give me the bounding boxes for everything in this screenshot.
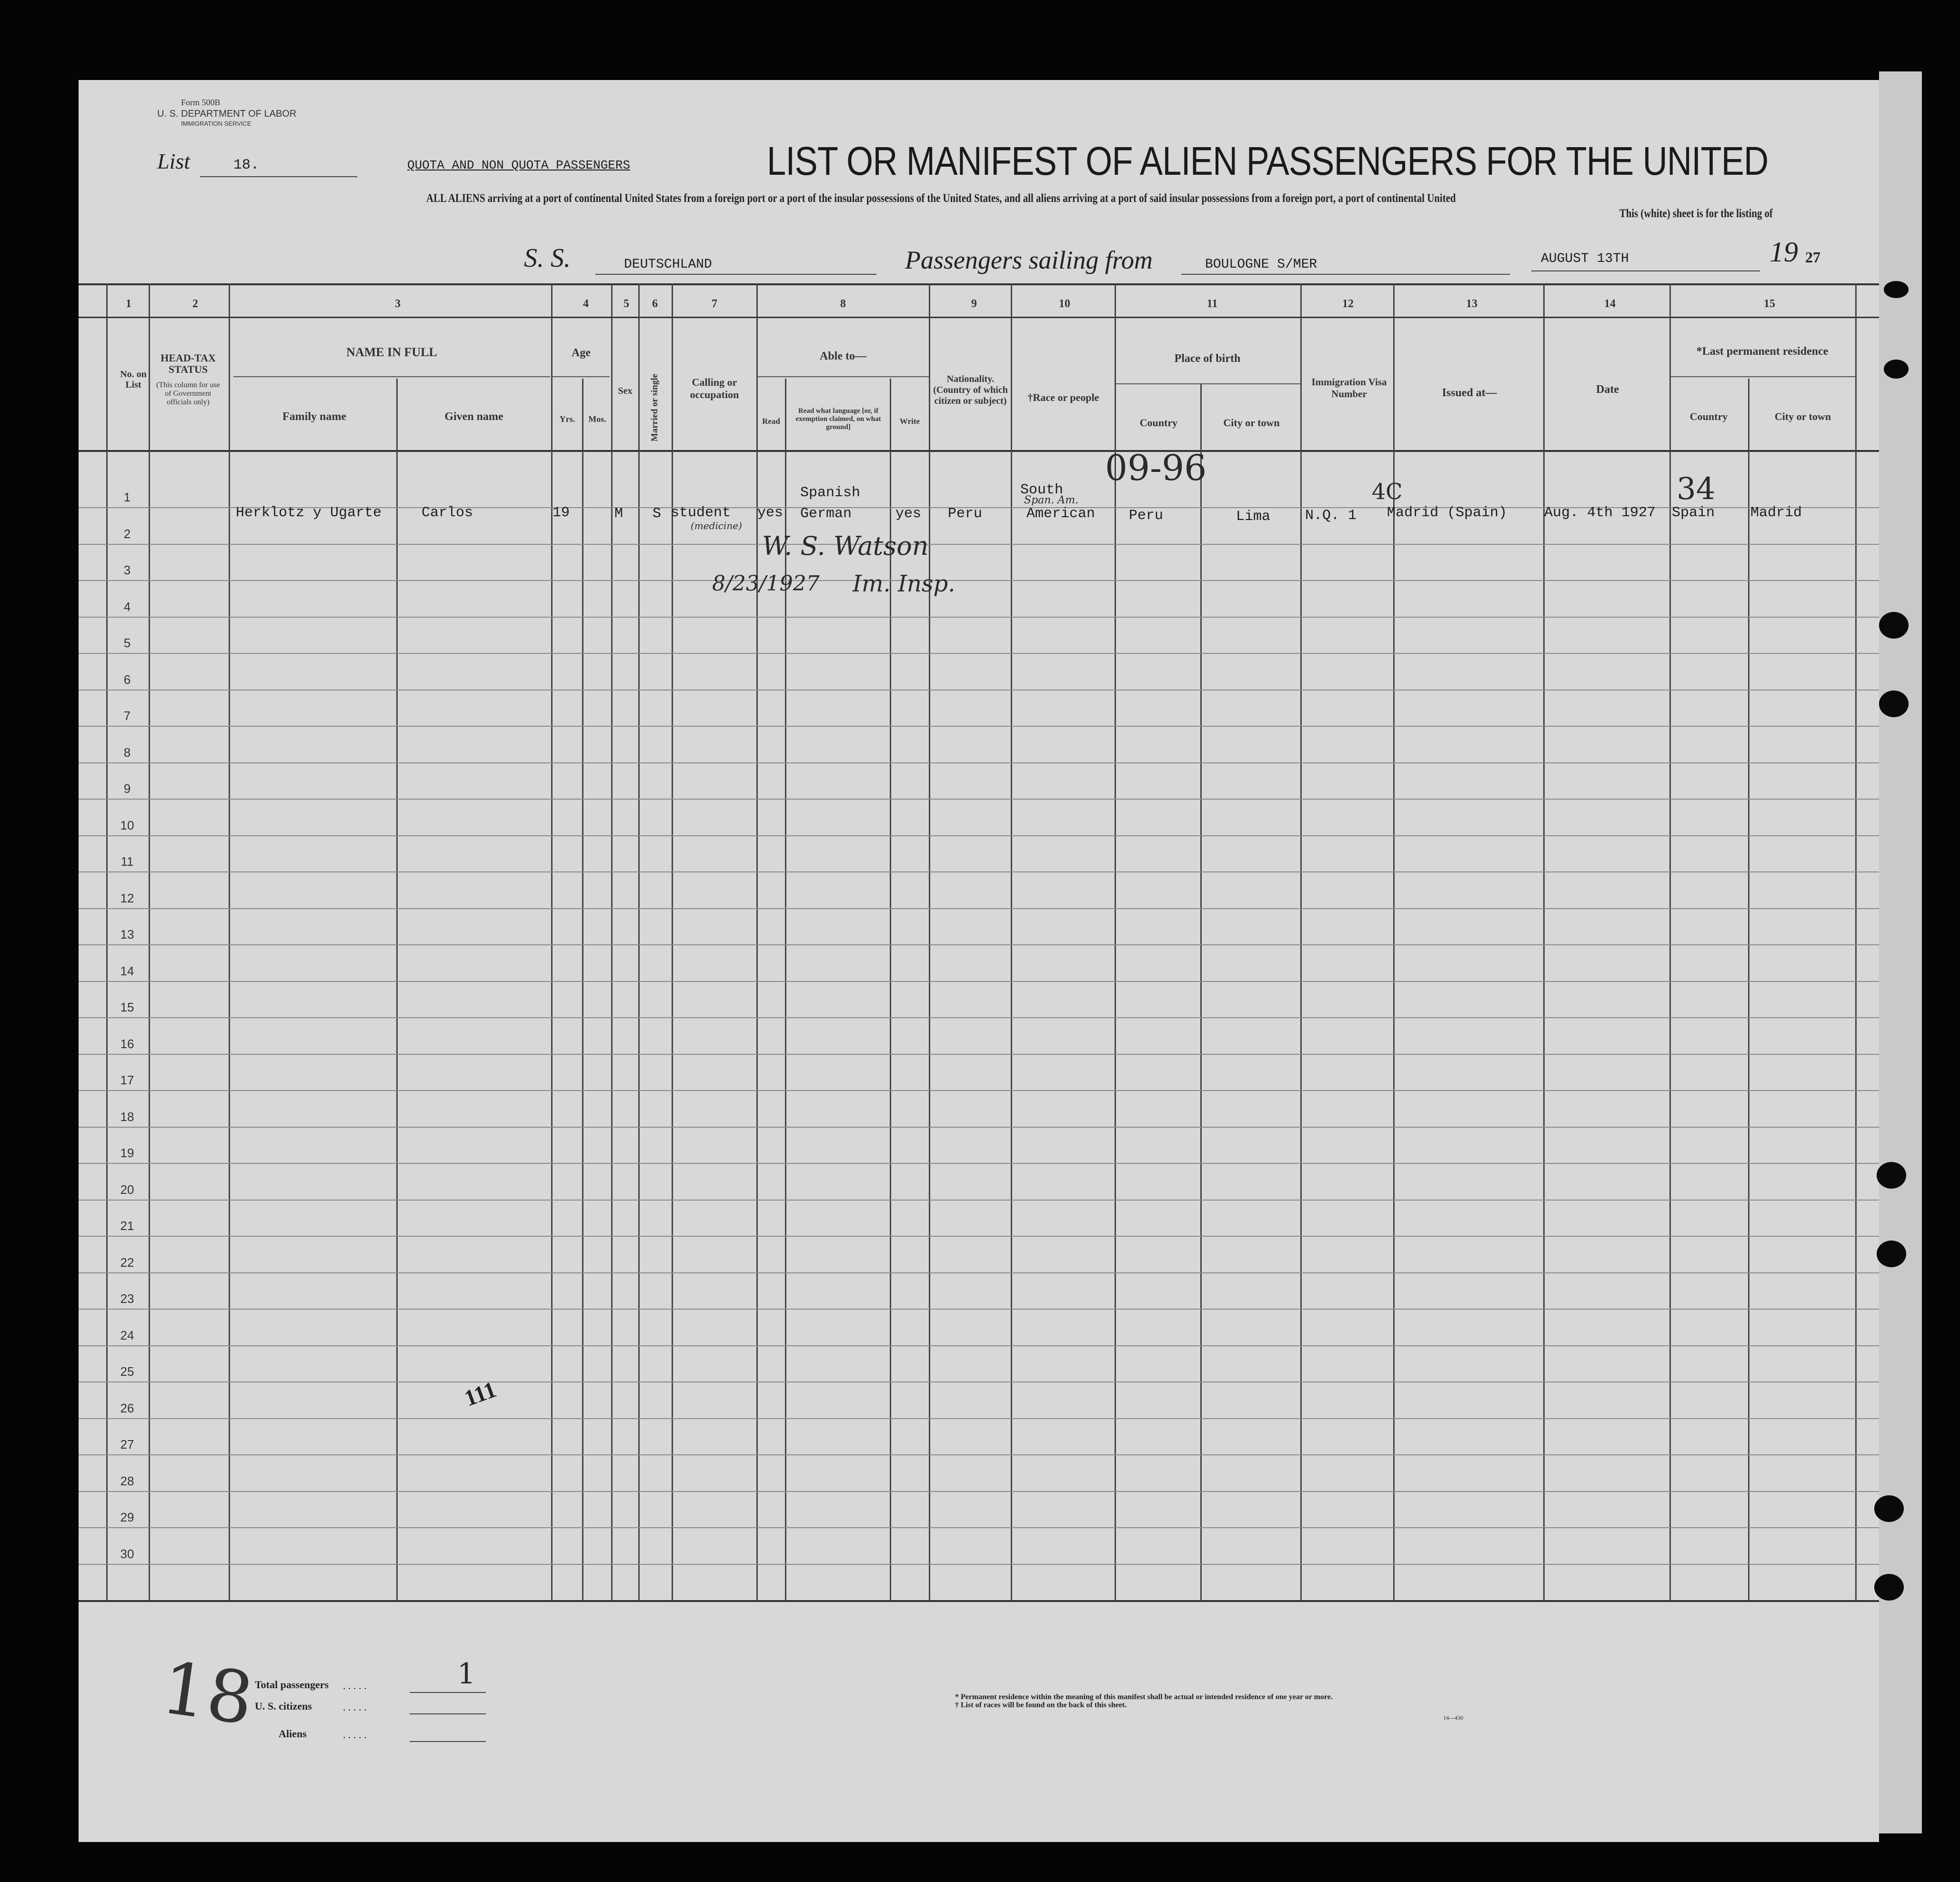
race-note: Span. Am. bbox=[1024, 494, 1079, 506]
col-line bbox=[551, 283, 553, 1600]
passenger-res-country: Spain bbox=[1672, 505, 1715, 521]
col-line bbox=[756, 283, 758, 1600]
hdr-nationality: Nationality. (Country of which citizen or subject) bbox=[933, 374, 1008, 406]
hdr-issued-at: Issued at— bbox=[1442, 387, 1497, 399]
date-underline bbox=[1531, 270, 1760, 271]
passenger-visa-date: Aug. 4th 1927 bbox=[1544, 505, 1656, 521]
passenger-married: S bbox=[653, 506, 662, 522]
row-line bbox=[79, 1090, 1879, 1091]
hdr-yrs: Yrs. bbox=[559, 414, 575, 424]
row-line bbox=[79, 799, 1879, 800]
punch-hole bbox=[1877, 1162, 1906, 1189]
punch-hole bbox=[1879, 691, 1909, 717]
passenger-visa-number: N.Q. 1 bbox=[1305, 508, 1357, 524]
footnote-permanent-residence: * Permanent residence within the meaning of this manifest shall be actual or intended residence of one year or more. bbox=[955, 1693, 1333, 1701]
row-number: 20 bbox=[120, 1182, 134, 1197]
row-line bbox=[79, 1345, 1879, 1346]
row-number: 26 bbox=[120, 1401, 134, 1415]
passenger-race-2: American bbox=[1026, 506, 1096, 522]
row-number: 3 bbox=[123, 563, 131, 577]
total-passengers-label: Total passengers bbox=[255, 1679, 329, 1691]
passenger-write: yes bbox=[895, 506, 922, 522]
row-number: 25 bbox=[120, 1364, 134, 1379]
aliens-underline bbox=[410, 1741, 486, 1742]
passenger-nationality: Peru bbox=[948, 506, 983, 522]
ship-name: DEUTSCHLAND bbox=[624, 257, 712, 272]
row-number: 24 bbox=[120, 1328, 134, 1342]
passenger-read: yes bbox=[757, 505, 784, 521]
col-line bbox=[1748, 379, 1749, 1600]
hdr-res-city: City or town bbox=[1774, 410, 1831, 422]
punch-hole bbox=[1874, 1574, 1904, 1601]
punch-hole bbox=[1884, 360, 1909, 379]
margin-18: 18 bbox=[156, 1646, 259, 1742]
hdr-calling: Calling or occupation bbox=[690, 376, 739, 400]
col-line bbox=[229, 283, 230, 1600]
colnum-11: 11 bbox=[1206, 298, 1218, 310]
list-label: List bbox=[157, 149, 191, 173]
passenger-given-name: Carlos bbox=[422, 505, 473, 521]
row-line bbox=[79, 762, 1879, 763]
hdr-visa: Immigration Visa Number bbox=[1311, 376, 1387, 400]
name-subrule bbox=[233, 376, 550, 377]
hdr-read-language: Read what language [or, if exemption claimed, on what ground] bbox=[795, 407, 881, 431]
colnum-8: 8 bbox=[840, 298, 846, 310]
row-line bbox=[79, 835, 1879, 836]
row-number: 1 bbox=[123, 490, 131, 504]
department: U. S. DEPARTMENT OF LABOR bbox=[157, 109, 297, 119]
row-number: 4 bbox=[123, 600, 131, 614]
row-number: 30 bbox=[120, 1547, 134, 1561]
aliens-dots: . . . . . bbox=[343, 1729, 367, 1741]
row-number: 29 bbox=[120, 1510, 134, 1524]
total-value: 1 bbox=[457, 1657, 476, 1691]
col-line bbox=[785, 379, 786, 1600]
row-line bbox=[79, 1017, 1879, 1018]
total-underline bbox=[410, 1692, 486, 1693]
row-line bbox=[79, 1236, 1879, 1237]
age-subrule bbox=[553, 376, 610, 377]
row-line bbox=[79, 617, 1879, 618]
hdr-read: Read bbox=[762, 417, 780, 426]
table-top-rule bbox=[79, 283, 1879, 285]
subtitle-line2: This (white) sheet is for the listing of bbox=[1619, 207, 1773, 220]
port-underline bbox=[1181, 274, 1510, 275]
col-line bbox=[106, 283, 108, 1600]
hdr-age: Age bbox=[572, 347, 591, 359]
annotation-34: 34 bbox=[1677, 471, 1716, 507]
hdr-head-tax: HEAD-TAX STATUS bbox=[161, 352, 216, 375]
inspector-title: Im. Insp. bbox=[853, 571, 955, 597]
passenger-res-city: Madrid bbox=[1750, 505, 1802, 521]
punch-hole bbox=[1884, 281, 1909, 298]
annotation-09-96: 09-96 bbox=[1105, 448, 1207, 489]
hdr-birth-city: City or town bbox=[1223, 417, 1280, 429]
manifest-title: LIST OR MANIFEST OF ALIEN PASSENGERS FOR THE UNITED bbox=[767, 139, 1769, 183]
col-line bbox=[1543, 283, 1545, 1600]
colnum-10: 10 bbox=[1059, 298, 1070, 310]
row-number: 10 bbox=[120, 818, 134, 832]
row-line bbox=[79, 653, 1879, 654]
citizens-dots: . . . . . bbox=[343, 1701, 367, 1713]
row-line bbox=[79, 690, 1879, 691]
colnum-15: 15 bbox=[1764, 298, 1775, 310]
subtitle-line1: ALL ALIENS arriving at a port of continental United States from a foreign port or a port of the insular possessions of the United States, and all aliens arriving at a port of said insular possessions from a foreign port, a port of continental United bbox=[426, 192, 1456, 205]
sheet-edge bbox=[1879, 71, 1922, 1833]
row-line bbox=[79, 1200, 1879, 1201]
hdr-mos: Mos. bbox=[588, 414, 606, 424]
passenger-age: 19 bbox=[553, 505, 570, 521]
row-line bbox=[79, 1054, 1879, 1055]
inspection-date: 8/23/1927 bbox=[712, 571, 820, 596]
list-number: 18. bbox=[233, 157, 260, 173]
colnum-5: 5 bbox=[623, 298, 629, 310]
row-line bbox=[79, 1127, 1879, 1128]
punch-hole bbox=[1879, 612, 1909, 639]
year-suffix: 27 bbox=[1805, 249, 1820, 266]
col-line bbox=[929, 283, 930, 1600]
row-line bbox=[79, 908, 1879, 909]
table-bottom-rule bbox=[79, 1600, 1879, 1602]
row-number: 18 bbox=[120, 1110, 134, 1124]
colnum-12: 12 bbox=[1342, 298, 1354, 310]
row-number: 22 bbox=[120, 1255, 134, 1270]
inspector-signature: W. S. Watson bbox=[762, 531, 929, 561]
annotation-4c: 4C bbox=[1372, 479, 1403, 504]
manifest-sheet bbox=[79, 80, 1879, 1842]
row-line bbox=[79, 1418, 1879, 1419]
able-subrule bbox=[757, 376, 929, 377]
passenger-language-1: Spanish bbox=[800, 485, 861, 501]
hdr-place-of-birth: Place of birth bbox=[1174, 352, 1241, 365]
row-line bbox=[79, 944, 1879, 945]
passenger-occupation: student bbox=[671, 505, 731, 521]
row-number: 2 bbox=[123, 527, 131, 541]
colnum-4: 4 bbox=[583, 298, 589, 310]
service: IMMIGRATION SERVICE bbox=[181, 120, 251, 127]
hdr-able-to: Able to— bbox=[820, 350, 866, 362]
row-number: 5 bbox=[123, 636, 131, 650]
row-line bbox=[79, 981, 1879, 982]
row-line bbox=[79, 1564, 1879, 1565]
sailing-date: AUGUST 13TH bbox=[1541, 251, 1629, 266]
passenger-family-name: Herklotz y Ugarte bbox=[236, 505, 382, 521]
passenger-sex: M bbox=[614, 506, 623, 522]
row-line bbox=[79, 1491, 1879, 1492]
col-line bbox=[396, 379, 398, 1600]
colnum-6: 6 bbox=[652, 298, 658, 310]
hdr-race: †Race or people bbox=[1027, 391, 1099, 403]
col-line bbox=[890, 379, 891, 1600]
hdr-no-on-list: No. on List bbox=[120, 369, 147, 390]
hdr-married: Married or single bbox=[650, 373, 660, 442]
hdr-write: Write bbox=[899, 417, 920, 426]
row-number: 11 bbox=[121, 854, 134, 869]
quota-label: QUOTA AND NON QUOTA PASSENGERS bbox=[407, 158, 631, 172]
punch-hole bbox=[1874, 1495, 1904, 1522]
sailing-label: Passengers sailing from bbox=[905, 246, 1153, 274]
row-number: 8 bbox=[123, 745, 131, 760]
row-number: 6 bbox=[123, 672, 131, 687]
residence-subrule bbox=[1669, 376, 1855, 377]
hdr-head-tax-note: (This column for use of Government officials only) bbox=[156, 381, 220, 406]
row-number: 14 bbox=[120, 964, 134, 978]
row-line bbox=[79, 1454, 1879, 1455]
row-number: 28 bbox=[120, 1474, 134, 1488]
row-number: 19 bbox=[120, 1146, 134, 1160]
row-number: 9 bbox=[123, 781, 131, 796]
occupation-note: (medicine) bbox=[691, 520, 742, 531]
passenger-language-2: German bbox=[800, 506, 852, 522]
ship-underline bbox=[595, 274, 876, 275]
colnum-13: 13 bbox=[1466, 298, 1478, 310]
col-line bbox=[582, 379, 583, 1600]
colnum-1: 1 bbox=[126, 298, 131, 310]
citizens-underline bbox=[410, 1713, 486, 1714]
us-citizens-label: U. S. citizens bbox=[255, 1700, 312, 1712]
hdr-birth-country: Country bbox=[1139, 417, 1178, 429]
header-bottom-rule bbox=[79, 450, 1879, 452]
ss-label: S. S. bbox=[524, 243, 571, 273]
row-number: 23 bbox=[120, 1291, 134, 1306]
hdr-visa-date: Date bbox=[1596, 383, 1619, 396]
hdr-name-in-full: NAME IN FULL bbox=[346, 345, 437, 359]
row-line bbox=[79, 726, 1879, 727]
hdr-res-country: Country bbox=[1689, 410, 1728, 422]
row-number: 17 bbox=[120, 1073, 134, 1087]
row-line bbox=[79, 580, 1879, 581]
passenger-birth-city: Lima bbox=[1236, 509, 1271, 525]
footnote-races: † List of races will be found on the back of this sheet. bbox=[955, 1701, 1127, 1709]
colnum-9: 9 bbox=[971, 298, 977, 310]
row-line bbox=[79, 1527, 1879, 1528]
col-line bbox=[1011, 283, 1012, 1600]
passenger-race-1: South bbox=[1020, 482, 1064, 498]
list-underline bbox=[200, 176, 357, 177]
col-line bbox=[611, 283, 613, 1600]
row-line bbox=[79, 871, 1879, 872]
row-line bbox=[79, 1163, 1879, 1164]
row-number: 15 bbox=[120, 1000, 134, 1014]
colnum-7: 7 bbox=[712, 298, 717, 310]
row-number: 21 bbox=[120, 1219, 134, 1233]
passenger-issued-at: Madrid (Spain) bbox=[1387, 505, 1508, 521]
passenger-birth-country: Peru bbox=[1129, 508, 1164, 524]
row-line bbox=[79, 1272, 1879, 1273]
col-line bbox=[149, 283, 150, 1600]
colnum-rule bbox=[79, 317, 1879, 318]
col-line bbox=[638, 283, 640, 1600]
birth-subrule bbox=[1115, 383, 1300, 384]
hdr-given-name: Given name bbox=[444, 410, 503, 423]
form-number: Form 500B bbox=[181, 98, 221, 107]
aliens-label: Aliens bbox=[279, 1728, 307, 1740]
row-number: 7 bbox=[123, 709, 131, 723]
total-dots: . . . . . bbox=[343, 1680, 367, 1692]
row-number: 27 bbox=[120, 1437, 134, 1452]
row-line bbox=[79, 1309, 1879, 1310]
row-line bbox=[79, 544, 1879, 545]
print-code: 14—430 bbox=[1443, 1714, 1463, 1721]
colnum-14: 14 bbox=[1604, 298, 1616, 310]
stamp-111: 111 bbox=[461, 1377, 500, 1412]
row-number: 13 bbox=[120, 927, 134, 941]
hdr-sex: Sex bbox=[618, 386, 633, 396]
row-line bbox=[79, 1381, 1879, 1382]
hdr-last-residence: *Last permanent residence bbox=[1696, 345, 1829, 358]
col-line bbox=[1300, 283, 1302, 1600]
col-line bbox=[1200, 383, 1202, 1600]
punch-hole bbox=[1877, 1241, 1906, 1267]
port-name: BOULOGNE S/MER bbox=[1205, 257, 1317, 272]
col-line bbox=[1669, 283, 1671, 1600]
row-number: 16 bbox=[120, 1037, 134, 1051]
hdr-family-name: Family name bbox=[282, 410, 346, 423]
row-number: 12 bbox=[120, 891, 134, 905]
year-prefix: 19 bbox=[1769, 236, 1798, 268]
colnum-2: 2 bbox=[192, 298, 198, 310]
colnum-3: 3 bbox=[395, 298, 401, 310]
col-line bbox=[1855, 283, 1857, 1600]
col-line bbox=[672, 283, 673, 1600]
